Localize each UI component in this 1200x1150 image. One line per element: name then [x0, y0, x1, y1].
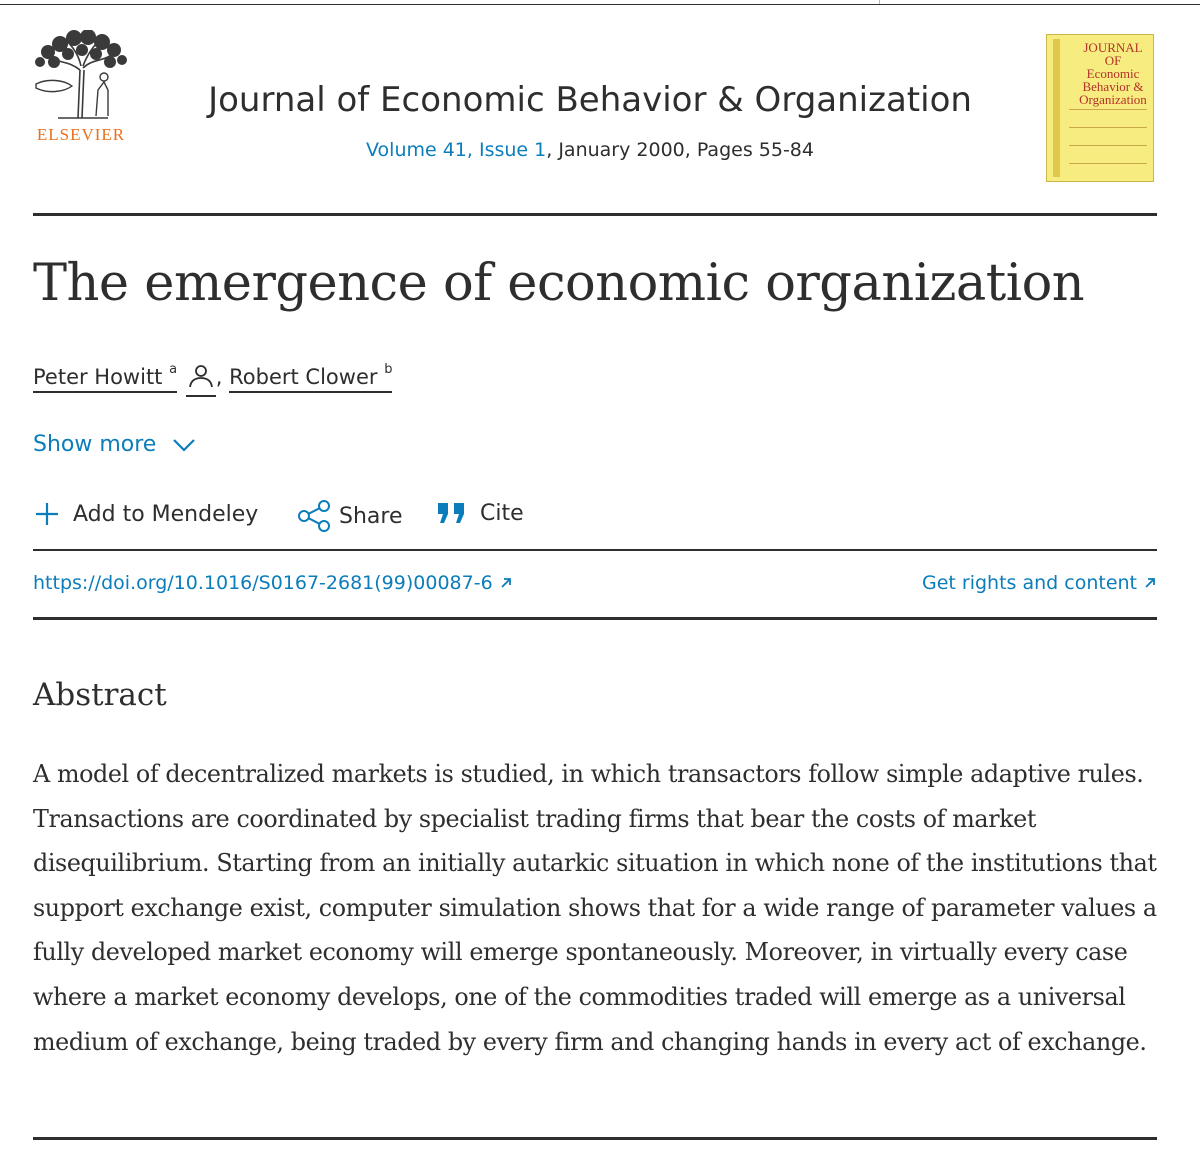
cover-stripe	[1053, 39, 1060, 177]
author-name: Peter Howitt	[33, 365, 163, 389]
doi-link[interactable]	[33, 572, 513, 594]
chevron-down-icon	[171, 437, 197, 453]
cite-label: Cite	[480, 500, 524, 526]
cover-title: JOURNAL OF Economic Behavior & Organization	[1079, 40, 1147, 107]
author-affiliation: b	[384, 362, 393, 377]
author-link-clower[interactable]	[229, 362, 393, 393]
journal-cover-image[interactable]	[1046, 34, 1154, 182]
external-link-icon	[1143, 576, 1157, 590]
cover-line	[1069, 163, 1147, 164]
abstract-heading: Abstract	[33, 677, 167, 713]
author-link-howitt[interactable]	[33, 362, 178, 393]
rights-label: Get rights and content	[921, 572, 1137, 594]
plus-icon	[33, 500, 61, 528]
show-more-label: Show more	[33, 432, 157, 457]
author-separator: ,	[215, 365, 223, 389]
get-rights-link[interactable]	[922, 572, 1157, 594]
cover-line	[1069, 109, 1147, 110]
quote-icon	[436, 500, 468, 526]
issue-info	[160, 139, 1020, 161]
elsevier-wordmark: ELSEVIER	[36, 125, 126, 144]
journal-title[interactable]: Journal of Economic Behavior & Organization	[208, 80, 972, 120]
mendeley-label: Add to Mendeley	[73, 501, 259, 527]
share-icon	[297, 500, 331, 532]
author-affiliation: a	[169, 362, 178, 377]
header-divider	[33, 213, 1157, 216]
person-icon[interactable]	[186, 364, 216, 397]
add-to-mendeley-button[interactable]	[33, 500, 258, 528]
top-border	[0, 4, 1200, 5]
elsevier-tree-icon	[28, 30, 134, 122]
show-more-button[interactable]	[33, 432, 197, 457]
cite-button[interactable]	[436, 500, 524, 526]
doi-divider	[33, 617, 1157, 620]
external-link-icon	[499, 576, 513, 590]
cover-line	[1069, 127, 1147, 128]
share-button[interactable]	[297, 500, 403, 532]
elsevier-logo[interactable]	[28, 30, 134, 150]
abstract-divider	[33, 1137, 1157, 1140]
abstract-body: A model of decentralized markets is studied, in which transactors follow simple adaptive rules. Transactions are coordinated by specialist trading firms that bear the costs of market disequilibrium. Starting from an initially autarkic situation in which none of the institutions that support exchange exist, computer simulation shows that for a wide range of parameter values a fully developed market economy will emerge spontaneously. Moreover, in virtually every case where a market economy develops, one of the commodities traded will emerge as a universal medium of exchange, being traded by every firm and changing hands in every act of exchange.	[33, 760, 1157, 1056]
actions-divider	[33, 549, 1157, 551]
article-title: The emergence of economic organization	[33, 254, 1085, 313]
author-name: Robert Clower	[229, 365, 378, 389]
top-border-tick	[879, 0, 880, 4]
issue-date-pages: , January 2000, Pages 55-84	[546, 139, 814, 161]
cover-line	[1069, 145, 1147, 146]
author-list	[33, 364, 392, 397]
share-label: Share	[339, 503, 403, 529]
doi-text: https://doi.org/10.1016/S0167-2681(99)00087-6	[33, 572, 493, 594]
volume-issue-link[interactable]: Volume 41, Issue 1	[366, 139, 547, 161]
person-icon-glyph	[187, 364, 215, 388]
